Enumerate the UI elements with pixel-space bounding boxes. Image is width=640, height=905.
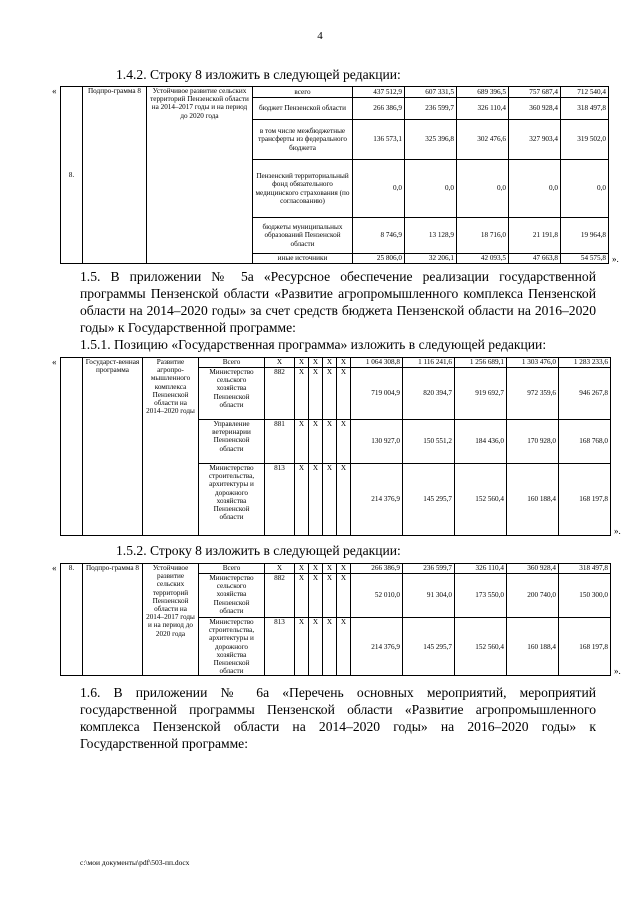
amount-cell: 170 928,0 — [507, 420, 559, 464]
amount-cell: 42 093,5 — [457, 254, 509, 264]
amount-cell: 972 359,6 — [507, 368, 559, 420]
agency-cell: Министерство строительства, архитектуры и дорожного хозяйства Пензенской области — [199, 464, 265, 536]
amount-cell: 47 663,8 — [509, 254, 561, 264]
amount-cell: 1 116 241,6 — [403, 358, 455, 368]
agency-cell: Министерство сельского хозяйства Пензенской области — [199, 574, 265, 618]
amount-cell: 19 964,8 — [561, 218, 609, 254]
amount-cell: 173 550,0 — [455, 574, 507, 618]
classifier-cell: X — [323, 368, 337, 420]
amount-cell: 820 394,7 — [403, 368, 455, 420]
amount-cell: 236 599,7 — [405, 98, 457, 120]
amount-cell: 13 128,9 — [405, 218, 457, 254]
classifier-cell: X — [337, 574, 351, 618]
quote-close-1: ». — [612, 254, 619, 264]
classifier-cell: X — [337, 564, 351, 574]
amount-cell: 607 331,5 — [405, 87, 457, 98]
classifier-cell: X — [337, 368, 351, 420]
table-row — [61, 564, 611, 574]
amount-cell: 18 716,0 — [457, 218, 509, 254]
quote-open-3: « — [52, 563, 57, 573]
program-title-cell: Развитие агропро-мышленного комплекса Пензенской области на 2014–2020 годы — [143, 358, 199, 536]
amount-cell: 0,0 — [457, 160, 509, 218]
amount-cell: 145 295,7 — [403, 618, 455, 676]
classifier-cell: X — [309, 574, 323, 618]
subprogram-name-cell: Подпро-грамма 8 — [83, 87, 147, 264]
classifier-cell: X — [323, 358, 337, 368]
classifier-cell: X — [309, 564, 323, 574]
classifier-cell: X — [323, 618, 337, 676]
paragraph-1-5: 1.5. В приложении № 5а «Ресурсное обеспечение реализации государственной программы Пензенской области «Развитие агропромышленного комплекса Пензенской области на 2014–2020 годы» за счет средств бюджета Пензенской области на 2016–2020 годы» к Государственной программе: — [80, 269, 596, 335]
amount-cell: 325 396,8 — [405, 120, 457, 160]
amount-cell: 266 386,9 — [351, 564, 403, 574]
funding-source-cell: всего — [253, 87, 353, 98]
amount-cell: 266 386,9 — [353, 98, 405, 120]
amount-cell: 145 295,7 — [403, 464, 455, 536]
program-name-cell: Подпро-грамма 8 — [83, 564, 143, 676]
agency-code-cell: 882 — [265, 574, 295, 618]
quote-open-2: « — [52, 357, 57, 367]
agency-code-cell: X — [265, 564, 295, 574]
amount-cell: 91 304,0 — [403, 574, 455, 618]
amount-cell: 689 396,5 — [457, 87, 509, 98]
agency-code-cell: 813 — [265, 618, 295, 676]
amount-cell: 1 303 476,0 — [507, 358, 559, 368]
paragraph-1-6: 1.6. В приложении № 6а «Перечень основных мероприятий, мероприятий государственной программы Пензенской области «Развитие агропромышленного комплекса Пензенской области на 2014–2020 годы» на 2016–2020 годы» к Государственной программе: — [80, 685, 596, 751]
row-number-cell — [61, 358, 83, 536]
table-row — [61, 87, 609, 98]
amount-cell: 719 004,9 — [351, 368, 403, 420]
amount-cell: 200 740,0 — [507, 574, 559, 618]
classifier-cell: X — [309, 368, 323, 420]
page-number: 4 — [317, 30, 323, 42]
amount-cell: 214 376,9 — [351, 618, 403, 676]
amount-cell: 0,0 — [561, 160, 609, 218]
heading-1-5-2: 1.5.2. Строку 8 изложить в следующей редакции: — [116, 543, 401, 558]
row-number-cell: 8. — [61, 87, 83, 264]
paragraph-1-5-1: 1.5.1. Позицию «Государственная программа» изложить в следующей редакции: — [80, 337, 547, 352]
file-path-footer: c:\мои документы\рdf\503-пп.docx — [80, 858, 190, 867]
classifier-cell: X — [295, 574, 309, 618]
amount-cell: 319 502,0 — [561, 120, 609, 160]
amount-cell: 327 903,4 — [509, 120, 561, 160]
row-number-cell: 8. — [61, 564, 83, 676]
heading-1-4-2: 1.4.2. Строку 8 изложить в следующей редакции: — [116, 67, 401, 82]
amount-cell: 152 560,4 — [455, 618, 507, 676]
classifier-cell: X — [295, 464, 309, 536]
agency-cell: Министерство строительства, архитектуры и дорожного хозяйства Пензенской области — [199, 618, 265, 676]
agency-code-cell: 881 — [265, 420, 295, 464]
classifier-cell: X — [309, 464, 323, 536]
amount-cell: 360 928,4 — [509, 98, 561, 120]
quote-open-1: « — [52, 86, 57, 96]
quote-close-3: ». — [614, 666, 621, 676]
funding-source-cell: бюджет Пензенской области — [253, 98, 353, 120]
agency-code-cell: X — [265, 358, 295, 368]
amount-cell: 0,0 — [353, 160, 405, 218]
amount-cell: 168 197,8 — [559, 618, 611, 676]
funding-source-cell: Пензенский территориальный фонд обязательного медицинского страхования (по согласованию) — [253, 160, 353, 218]
classifier-cell: X — [295, 358, 309, 368]
amount-cell: 21 191,8 — [509, 218, 561, 254]
agency-cell: Министерство сельского хозяйства Пензенской области — [199, 368, 265, 420]
classifier-cell: X — [323, 574, 337, 618]
amount-cell: 326 110,4 — [455, 564, 507, 574]
amount-cell: 236 599,7 — [403, 564, 455, 574]
program-title-cell: Устойчивое развитие сельских территорий Пензенской области на 2014–2017 годы и на период до 2020 года — [143, 564, 199, 676]
classifier-cell: X — [337, 618, 351, 676]
amount-cell: 32 206,1 — [405, 254, 457, 264]
funding-source-cell: бюджеты муниципальных образований Пензенской области — [253, 218, 353, 254]
amount-cell: 8 746,9 — [353, 218, 405, 254]
amount-cell: 318 497,8 — [559, 564, 611, 574]
classifier-cell: X — [295, 368, 309, 420]
amount-cell: 437 512,9 — [353, 87, 405, 98]
amount-cell: 54 575,8 — [561, 254, 609, 264]
agency-cell: Всего — [199, 564, 265, 574]
classifier-cell: X — [295, 564, 309, 574]
funding-source-cell: иные источники — [253, 254, 353, 264]
amount-cell: 214 376,9 — [351, 464, 403, 536]
table-subprogram-8-funding — [60, 86, 609, 264]
funding-source-cell: в том числе межбюджетные трансферты из федерального бюджета — [253, 120, 353, 160]
table-state-program-funding — [60, 357, 611, 536]
amount-cell: 130 927,0 — [351, 420, 403, 464]
table-row — [61, 358, 611, 368]
amount-cell: 712 540,4 — [561, 87, 609, 98]
classifier-cell: X — [337, 358, 351, 368]
amount-cell: 168 768,0 — [559, 420, 611, 464]
classifier-cell: X — [323, 564, 337, 574]
amount-cell: 150 551,2 — [403, 420, 455, 464]
classifier-cell: X — [295, 420, 309, 464]
agency-cell: Всего — [199, 358, 265, 368]
classifier-cell: X — [337, 420, 351, 464]
classifier-cell: X — [323, 464, 337, 536]
classifier-cell: X — [309, 618, 323, 676]
amount-cell: 946 267,8 — [559, 368, 611, 420]
agency-code-cell: 813 — [265, 464, 295, 536]
amount-cell: 168 197,8 — [559, 464, 611, 536]
amount-cell: 757 687,4 — [509, 87, 561, 98]
classifier-cell: X — [295, 618, 309, 676]
amount-cell: 360 928,4 — [507, 564, 559, 574]
amount-cell: 160 188,4 — [507, 618, 559, 676]
amount-cell: 52 010,0 — [351, 574, 403, 618]
amount-cell: 1 283 233,6 — [559, 358, 611, 368]
amount-cell: 302 476,6 — [457, 120, 509, 160]
amount-cell: 1 256 689,1 — [455, 358, 507, 368]
amount-cell: 184 436,0 — [455, 420, 507, 464]
amount-cell: 326 110,4 — [457, 98, 509, 120]
amount-cell: 136 573,1 — [353, 120, 405, 160]
classifier-cell: X — [309, 358, 323, 368]
table-subprogram-8-by-agency — [60, 563, 611, 676]
amount-cell: 919 692,7 — [455, 368, 507, 420]
amount-cell: 25 806,0 — [353, 254, 405, 264]
classifier-cell: X — [323, 420, 337, 464]
quote-close-2: ». — [614, 526, 621, 536]
agency-code-cell: 882 — [265, 368, 295, 420]
amount-cell: 0,0 — [405, 160, 457, 218]
amount-cell: 152 560,4 — [455, 464, 507, 536]
classifier-cell: X — [337, 464, 351, 536]
amount-cell: 160 188,4 — [507, 464, 559, 536]
amount-cell: 0,0 — [509, 160, 561, 218]
subprogram-title-cell: Устойчивое развитие сельских территорий Пензенской области на 2014–2017 годы и на период до 2020 года — [147, 87, 253, 264]
program-name-cell: Государст-венная программа — [83, 358, 143, 536]
agency-cell: Управление ветеринарии Пензенской области — [199, 420, 265, 464]
amount-cell: 318 497,8 — [561, 98, 609, 120]
amount-cell: 1 064 308,8 — [351, 358, 403, 368]
classifier-cell: X — [309, 420, 323, 464]
amount-cell: 150 300,0 — [559, 574, 611, 618]
